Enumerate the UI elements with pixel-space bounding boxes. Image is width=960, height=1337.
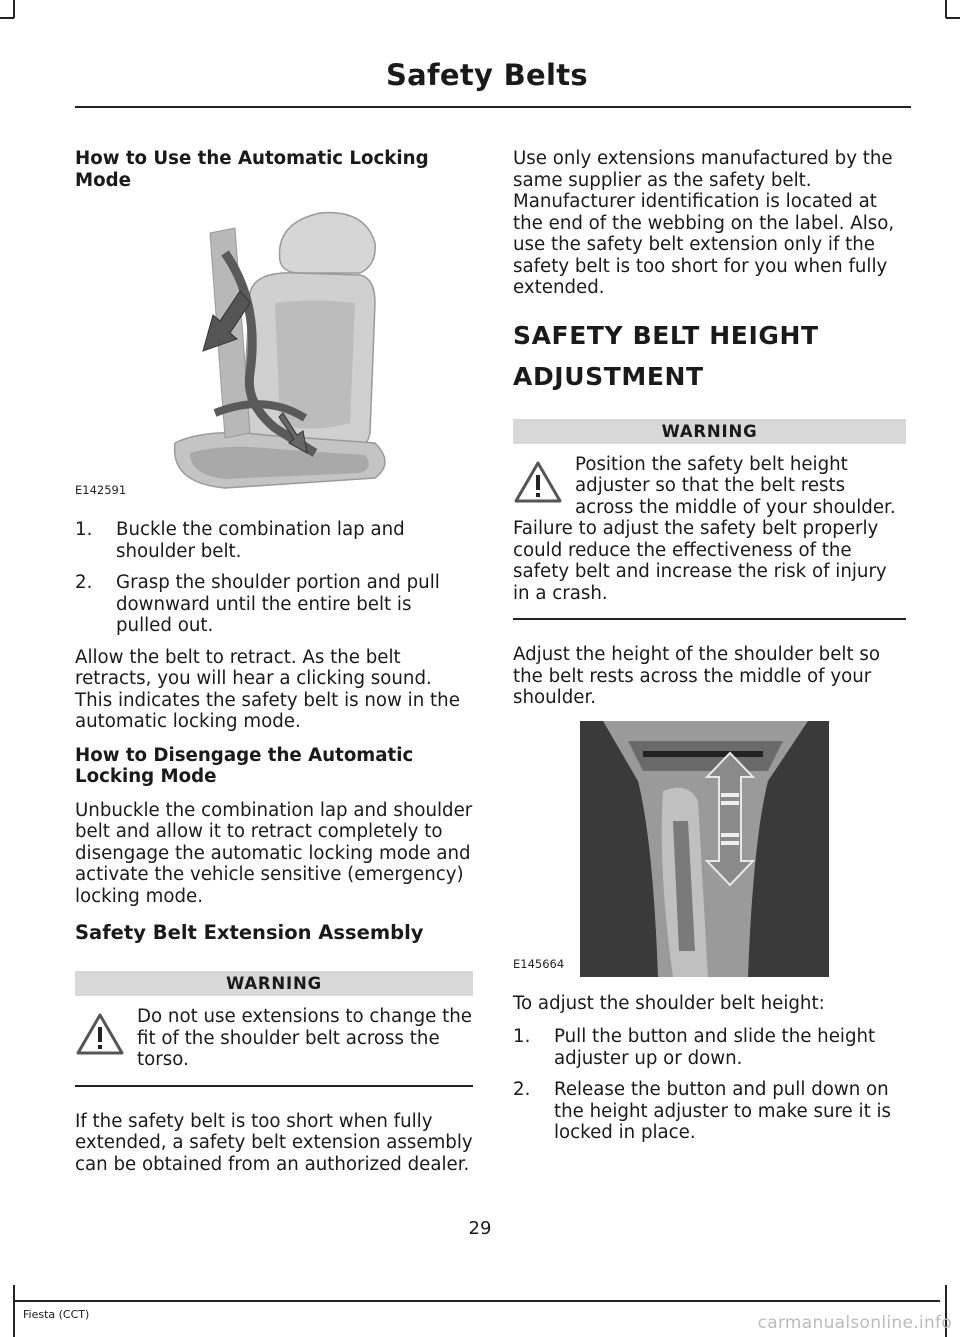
footer-divider	[14, 1300, 940, 1302]
disengage-paragraph: Unbuckle the combination lap and shoulder belt and allow it to retract completely to disengage the automatic locking mode and activate the vehicle sensitive (emergency) locking mode.	[75, 799, 473, 907]
adjust-steps	[513, 1026, 906, 1144]
page-title: Safety Belts	[385, 58, 588, 92]
list-item: 1. Buckle the combination lap and shoulder belt.	[75, 519, 405, 562]
warning-box	[75, 971, 473, 1087]
right-column	[513, 148, 906, 1154]
crop-mark	[946, 17, 960, 19]
figure-code: E145664	[513, 956, 565, 971]
warning-body	[75, 1006, 473, 1087]
warning-label: WARNING	[75, 971, 473, 996]
crop-mark	[945, 0, 947, 18]
adjust-paragraph: Adjust the height of the shoulder belt so the belt rests across the middle of your shoulder.	[513, 644, 880, 708]
list-item: 2. Release the button and pull down on the height adjuster to make sure it is locked in place.	[513, 1079, 892, 1143]
warning-text: Position the safety belt height adjuster so that the belt rests across the middle of your shoulder. Failure to adjust the safety belt properly could reduce the effectiveness of the safety belt and increase the risk of injury in a crash.	[513, 453, 896, 604]
retract-paragraph: Allow the belt to retract. As the belt retracts, you will hear a clicking sound. This indicates the safety belt is now in the automatic locking mode.	[75, 646, 460, 732]
list-item: 2. Grasp the shoulder portion and pull downward until the entire belt is pulled out.	[75, 572, 440, 636]
warning-body	[513, 454, 906, 621]
watermark: carmanualsonline.info	[757, 1313, 952, 1333]
disengage-heading: How to Disengage the Automatic Locking Mode	[75, 744, 414, 787]
warning-triangle-icon	[75, 1012, 125, 1056]
warning-triangle-icon	[513, 460, 563, 504]
crop-mark	[13, 0, 15, 18]
extension-heading: Safety Belt Extension Assembly	[75, 921, 424, 944]
warning-label: WARNING	[513, 419, 906, 444]
page-number: 29	[468, 1218, 492, 1239]
vehicle-model: Fiesta (CCT)	[23, 1308, 90, 1321]
list-item: 1. Pull the button and slide the height adjuster up or down.	[513, 1026, 876, 1069]
crop-mark	[0, 17, 14, 19]
adjust-intro: To adjust the shoulder belt height:	[513, 992, 825, 1014]
extension-paragraph-2: Use only extensions manufactured by the same supplier as the safety belt. Manufacturer identification is located at the end of the webbing on the label. Also, use the safety belt extension only if the safety belt is too short for you when fully extended.	[513, 148, 895, 298]
header-divider	[75, 106, 911, 108]
seat-illustration	[75, 203, 473, 503]
height-adjuster-figure	[513, 721, 906, 977]
alm-heading: How to Use the Automatic Locking Mode	[75, 148, 429, 191]
extension-paragraph: If the safety belt is too short when fully extended, a safety belt extension assembly can be obtained from an authorized dealer.	[75, 1110, 473, 1175]
warning-text: Do not use extensions to change the fit of the shoulder belt across the torso.	[137, 1006, 472, 1070]
warning-box	[513, 419, 906, 621]
height-adjustment-heading: SAFETY BELT HEIGHT ADJUSTMENT	[513, 320, 819, 391]
left-column	[75, 148, 473, 1187]
alm-steps	[75, 519, 473, 637]
figure-code: E142591	[75, 483, 127, 497]
crop-mark	[13, 1285, 15, 1337]
seat-figure	[75, 203, 473, 503]
height-adjuster-illustration	[513, 721, 906, 977]
